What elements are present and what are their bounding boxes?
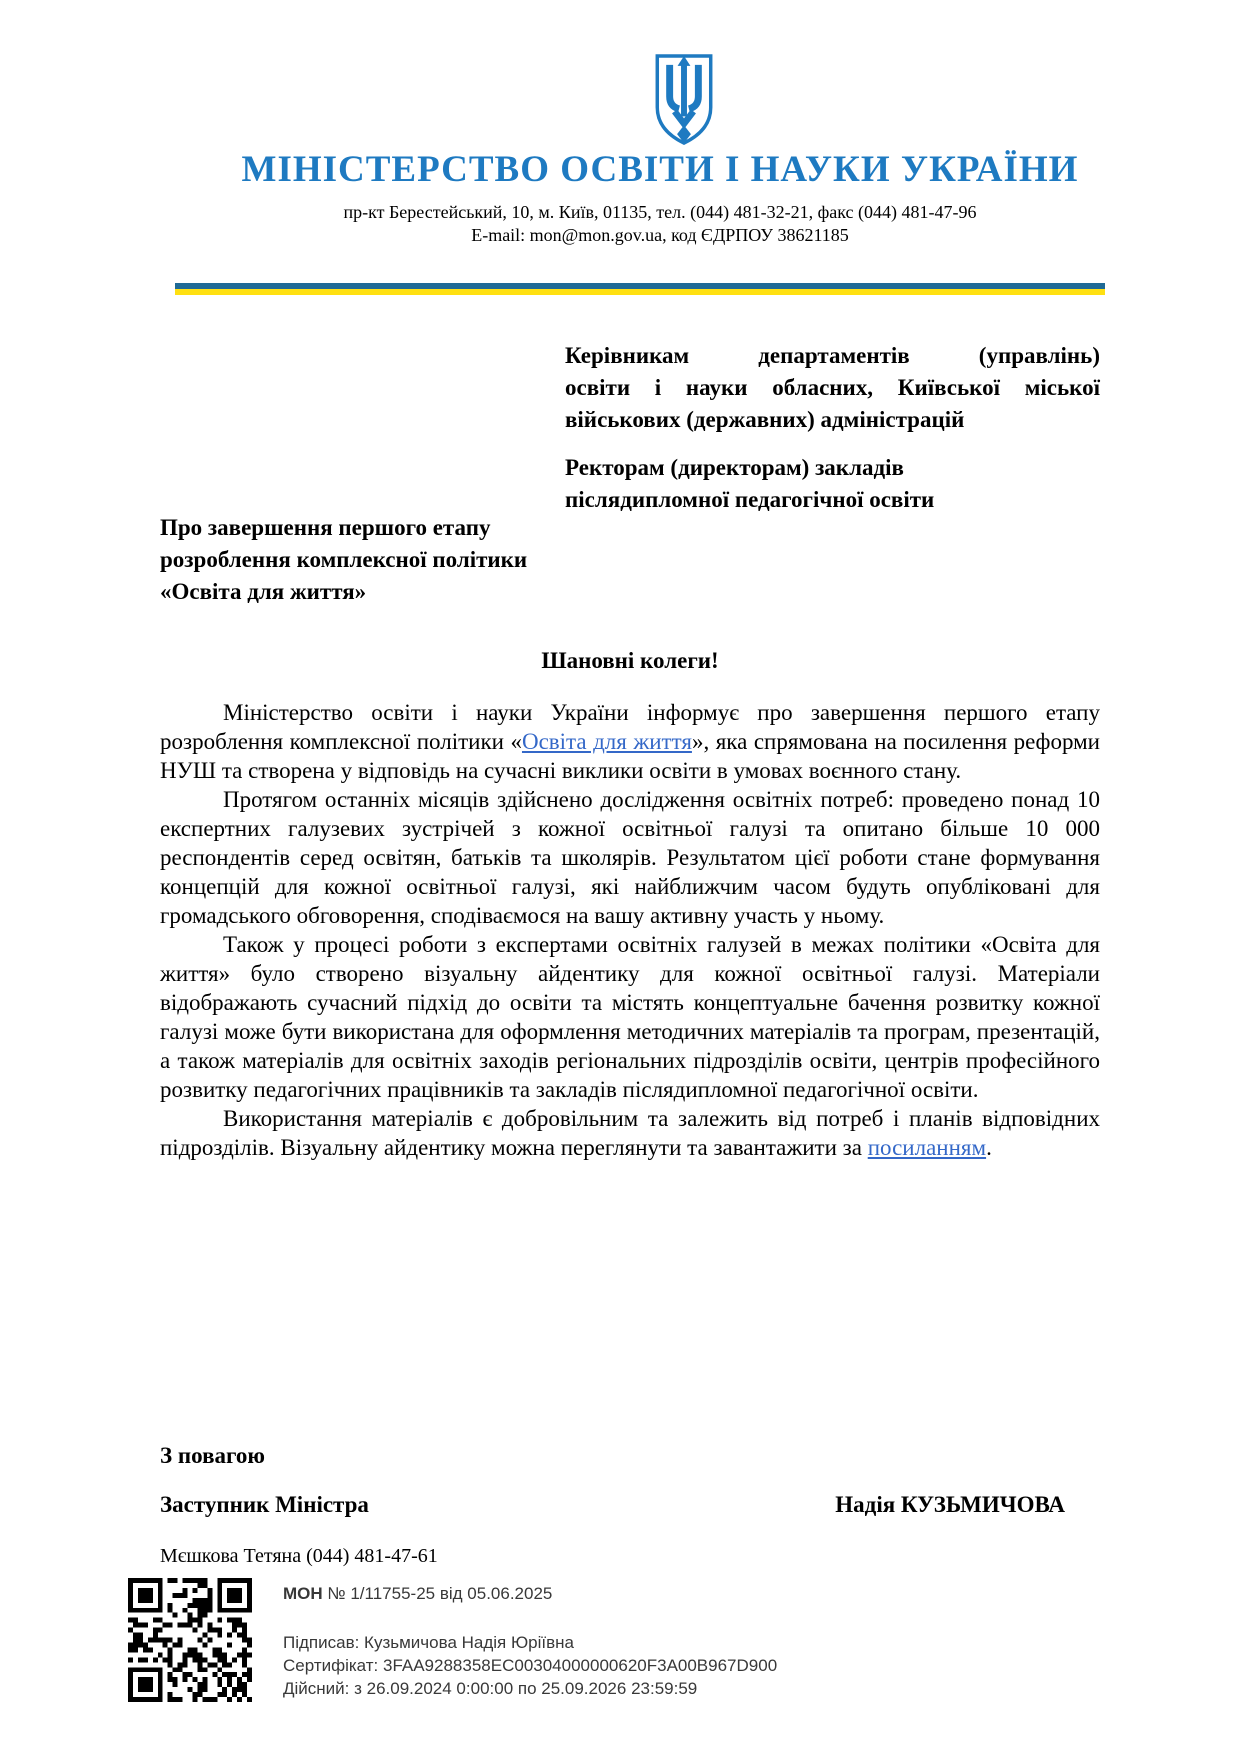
recipient-line: Керівникам департаментів (управлінь) <box>565 343 1100 368</box>
paragraph-1-text-after: », яка спрямована на посилення реформи НУШ та створена у відповідь на сучасні виклики освіти в умовах воєнного стану. <box>160 729 1100 783</box>
recipient-line: післядипломної педагогічної освіти <box>565 487 935 512</box>
materials-download-link[interactable]: посиланням <box>867 1135 987 1160</box>
closing-phrase: З повагою <box>160 1443 265 1468</box>
recipient-line: освіти і науки обласних, Київської міської <box>565 375 1100 400</box>
signer-name: Надія КУЗЬМИЧОВА <box>835 1492 1065 1517</box>
subject-line: «Освіта для життя» <box>160 579 367 604</box>
signer-position: Заступник Міністра <box>160 1492 369 1517</box>
letterhead <box>160 148 1160 247</box>
paragraph-2: Протягом останніх місяців здійснено дослідження освітніх потреб: проведено понад 10 експертних галузевих зустрічей з кожної освітньої галузі та опитано більше 10 000 респондентів серед освітян, батьків та школярів. Результатом цієї роботи стане формування концепцій для кожної освітньої галузі, які найближчим часом будуть опубліковані для громадського обговорення, сподіваємося на вашу активну участь у ньому. <box>160 787 1100 928</box>
subject-line: розроблення комплексної політики <box>160 547 528 572</box>
flag-divider <box>175 283 1105 295</box>
subject-line: Про завершення першого етапу <box>160 515 491 540</box>
salutation: Шановні колеги! <box>541 648 719 673</box>
paragraph-1-text: Міністерство освіти і науки України інформує про завершення першого етапу розроблення комплексної політики « <box>160 700 1100 754</box>
recipient-line: Ректорам (директорам) закладів <box>565 455 904 480</box>
contact-person: Мєшкова Тетяна (044) 481-47-61 <box>160 1545 438 1567</box>
recipient-line: військових (державних) адміністрацій <box>565 407 965 432</box>
paragraph-4-text: Використання матеріалів є добровільним та залежить від потреб і планів відповідних підрозділів. Візуальну айдентику можна переглянути та завантажити за <box>160 1106 1100 1160</box>
paragraph-4 <box>160 1104 1100 1162</box>
divider-yellow-bar <box>175 289 1105 295</box>
signed-by-line: Підписав: Кузьмичова Надія Юріївна <box>283 1633 574 1652</box>
subject-block <box>160 512 630 608</box>
ukraine-trident-emblem <box>650 52 718 147</box>
qr-code <box>128 1578 252 1702</box>
org-abbreviation: МОН <box>283 1584 323 1603</box>
paragraph-3: Також у процесі роботи з експертами освітніх галузей в межах політики «Освіта для життя» було створено візуальну айдентику для кожної освітньої галузі. Матеріали відображають сучасний підхід до освіти та містять концептуальне бачення розвитку кожної галузі може бути використана для оформлення методичних матеріалів та програм, презентацій, а також матеріалів для освітніх заходів регіональних підрозділів освіти, центрів професійного розвитку педагогічних працівників та закладів післядипломної педагогічної освіти. <box>160 932 1100 1102</box>
paragraph-1 <box>160 698 1100 785</box>
recipients-block <box>565 340 1100 516</box>
ministry-email-line: E-mail: mon@mon.gov.ua, код ЄДРПОУ 38621185 <box>471 225 849 245</box>
ministry-title: МІНІСТЕРСТВО ОСВІТИ І НАУКИ УКРАЇНИ <box>241 149 1079 190</box>
osvita-dlia-zhyttia-link[interactable]: Освіта для життя <box>521 729 692 754</box>
paragraph-4-text-after: . <box>986 1135 992 1160</box>
validity-line: Дійсний: з 26.09.2024 0:00:00 по 25.09.2026 23:59:59 <box>283 1679 698 1698</box>
letter-body <box>160 698 1100 1162</box>
signature-row <box>160 1492 1065 1518</box>
certificate-line: Сертифікат: 3FAA9288358EC00304000000620F3A00B967D900 <box>283 1656 778 1675</box>
document-number <box>283 1584 777 1604</box>
doc-number-text: № 1/11755-25 від 05.06.2025 <box>322 1584 553 1603</box>
esignature-stamp <box>283 1584 777 1700</box>
ministry-address: пр-кт Берестейський, 10, м. Київ, 01135, тел. (044) 481-32-21, факс (044) 481-47-96 <box>343 202 977 222</box>
